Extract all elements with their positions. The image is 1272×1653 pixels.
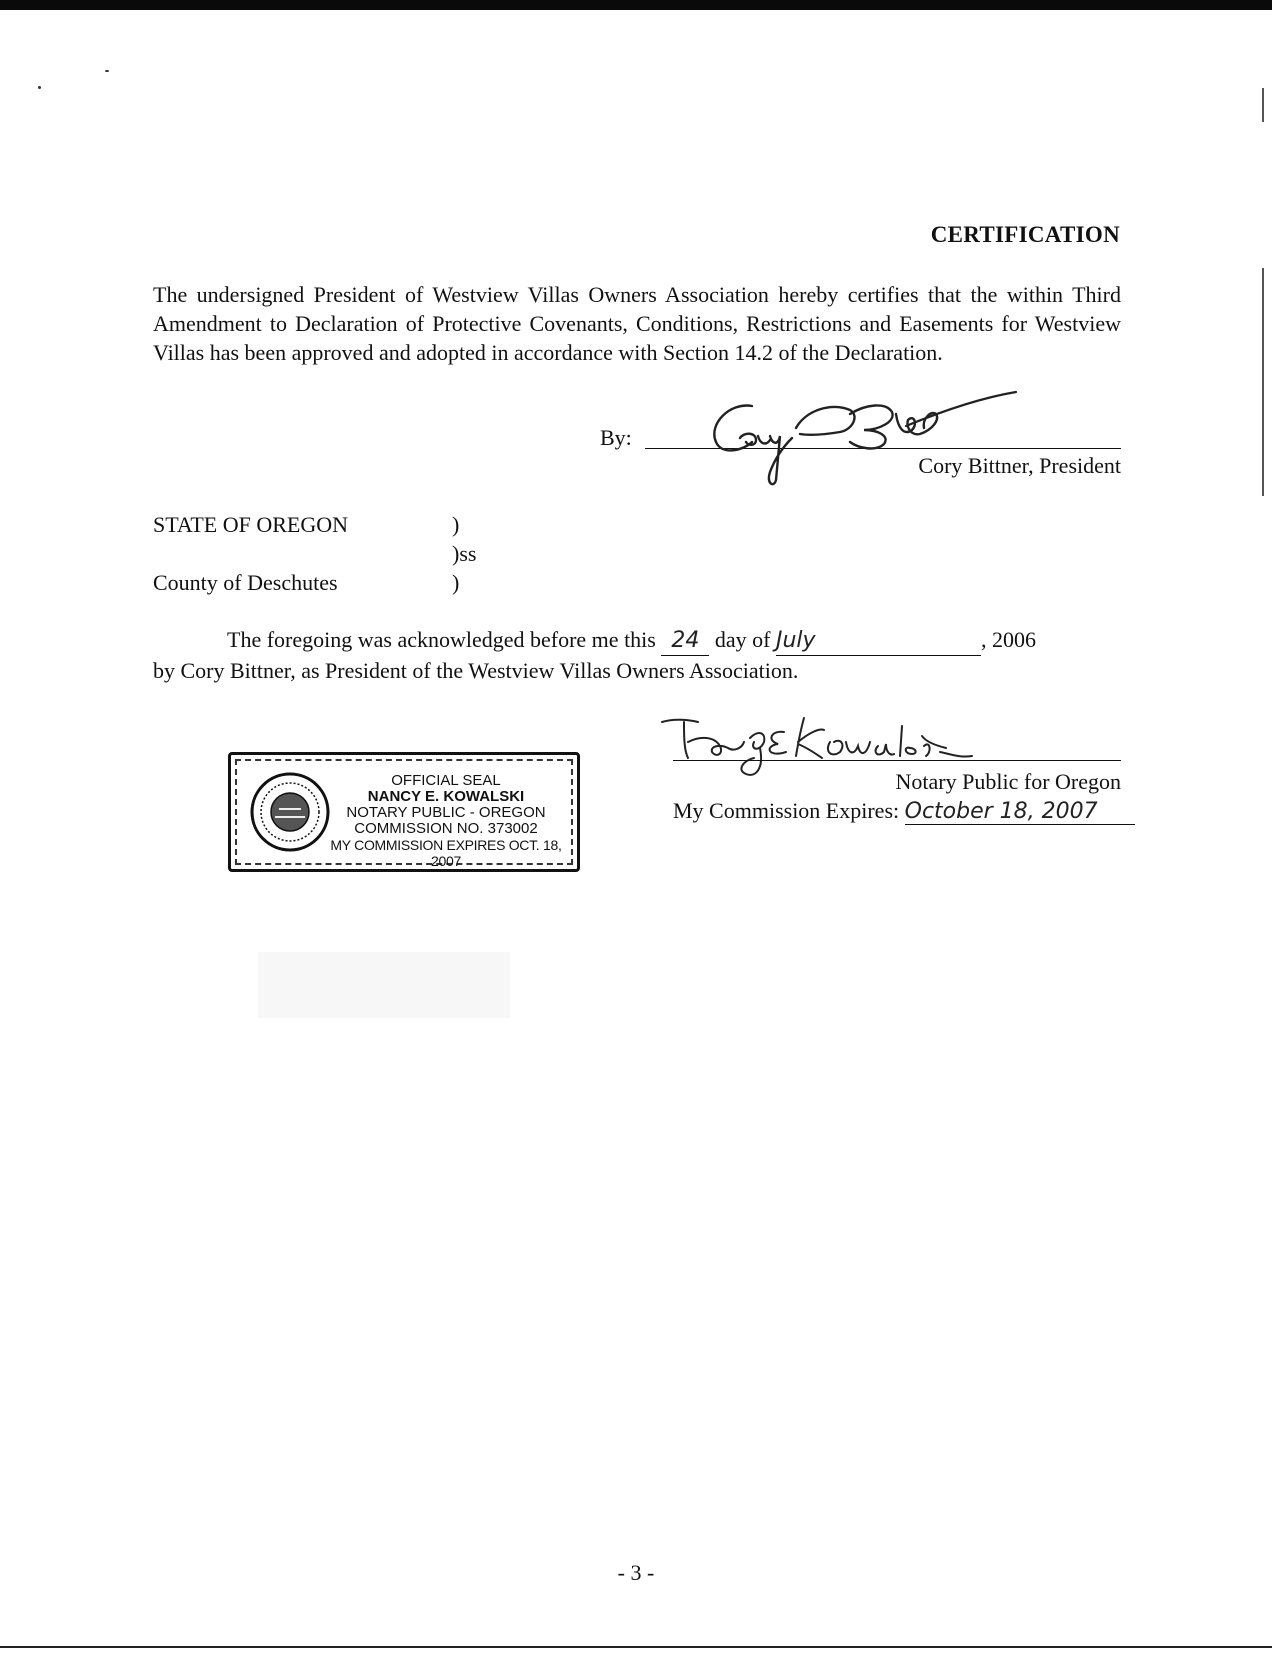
notary-seal-stamp xyxy=(228,752,580,872)
venue-ss: )ss xyxy=(452,541,477,566)
seal-notary-name: NANCY E. KOWALSKI xyxy=(367,788,525,805)
scan-bottom-border xyxy=(0,1646,1272,1648)
acknowledgment-block xyxy=(153,625,1121,685)
venue-county: County of Deschutes xyxy=(153,570,338,595)
notary-title: Notary Public for Oregon xyxy=(895,769,1121,794)
by-label: By: xyxy=(600,425,632,450)
ack-year: , 2006 xyxy=(980,627,1036,652)
seal-text xyxy=(321,773,571,869)
venue-paren: ) xyxy=(452,570,460,595)
seal-line: OFFICIAL SEAL xyxy=(391,772,501,789)
scan-top-border xyxy=(0,0,1272,10)
ack-month: July xyxy=(776,626,981,656)
ack-text: The foregoing was acknowledged before me this xyxy=(227,627,656,652)
venue-state: STATE OF OREGON xyxy=(153,512,349,537)
scan-smudge xyxy=(258,952,510,1018)
commission-label: My Commission Expires: xyxy=(673,798,900,823)
scan-edge-mark xyxy=(1262,88,1264,122)
document-title: CERTIFICATION xyxy=(930,222,1120,247)
ack-day: 24 xyxy=(661,626,709,656)
seal-line: COMMISSION NO. 373002 xyxy=(354,820,538,837)
ack-text: day of xyxy=(714,627,771,652)
certification-paragraph: The undersigned President of Westview Villas Owners Association hereby certifies that the within Third Amendment to Declaration of Protective Covenants, Conditions, Restrictions and Easements for Westview Villas has been approved and adopted in accordance with Section 14.2 of the Declaration. xyxy=(153,282,1121,365)
page-number: - 3 - xyxy=(617,1560,655,1585)
commission-date: October 18, 2007 xyxy=(905,799,1135,825)
seal-line: MY COMMISSION EXPIRES OCT. 18, 2007 xyxy=(330,837,562,869)
notary-signature-line xyxy=(673,760,1121,761)
scan-speck xyxy=(105,70,109,72)
scan-speck xyxy=(38,86,41,89)
signer-name: Cory Bittner, President xyxy=(918,453,1121,478)
commission-expires xyxy=(673,798,1135,825)
seal-line: NOTARY PUBLIC - OREGON xyxy=(346,804,546,821)
ack-line-2: by Cory Bittner, as President of the Westview Villas Owners Association. xyxy=(153,658,799,683)
scan-edge-mark xyxy=(1262,268,1264,496)
venue-paren: ) xyxy=(452,512,460,537)
